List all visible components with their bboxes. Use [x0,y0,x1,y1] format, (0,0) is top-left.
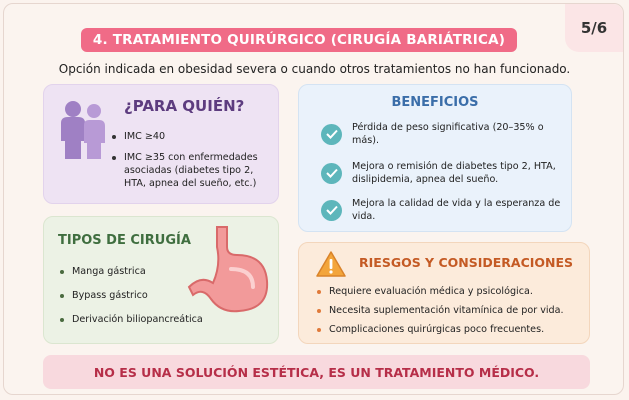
benefits-card [298,84,572,232]
list-item: Necesita suplementación vitamínica de por vida. [315,304,564,317]
surgery-types-card [43,216,279,344]
check-circle-icon [321,124,342,145]
risks-list [315,285,564,342]
check-circle-icon [321,200,342,221]
warning-icon [315,250,347,282]
list-item: IMC ≥40 [110,130,270,143]
types-heading: TIPOS DE CIRUGÍA [58,233,191,248]
who-list [110,130,270,198]
benefit-item [321,197,562,223]
list-item: IMC ≥35 con enfermedades asociadas (diabetes tipo 2, HTA, apnea del sueño, etc.) [110,151,270,190]
page-subtitle: Opción indicada en obesidad severa o cuando otros tratamientos no han funcionado. [58,62,571,76]
benefit-item [321,160,562,186]
list-item: Bypass gástrico [58,289,203,302]
people-icon [56,99,110,165]
risks-card [298,242,590,344]
page-number-badge: 5/6 [565,4,623,52]
slide [3,3,624,395]
list-item: Derivación biliopancreática [58,313,203,326]
check-circle-icon [321,163,342,184]
list-item: Manga gástrica [58,265,203,278]
list-item: Requiere evaluación médica y psicológica. [315,285,564,298]
who-heading: ¿PARA QUIÉN? [124,97,245,115]
benefit-text: Mejora o remisión de diabetes tipo 2, HTA, dislipidemia, apnea del sueño. [352,161,556,185]
page-title: 4. TRATAMIENTO QUIRÚRGICO (CIRUGÍA BARIÁTRICA) [81,28,517,52]
benefit-item [321,121,562,147]
footer-banner: NO ES UNA SOLUCIÓN ESTÉTICA, ES UN TRATAMIENTO MÉDICO. [43,355,590,389]
who-card [43,84,279,204]
benefit-text: Mejora la calidad de vida y la esperanza de vida. [352,198,561,222]
list-item: Complicaciones quirúrgicas poco frecuentes. [315,323,564,336]
benefits-heading: BENEFICIOS [391,95,479,110]
types-list [58,265,203,337]
risks-heading: RIESGOS Y CONSIDERACIONES [359,255,574,270]
benefit-text: Pérdida de peso significativa (20–35% o más). [352,122,544,146]
